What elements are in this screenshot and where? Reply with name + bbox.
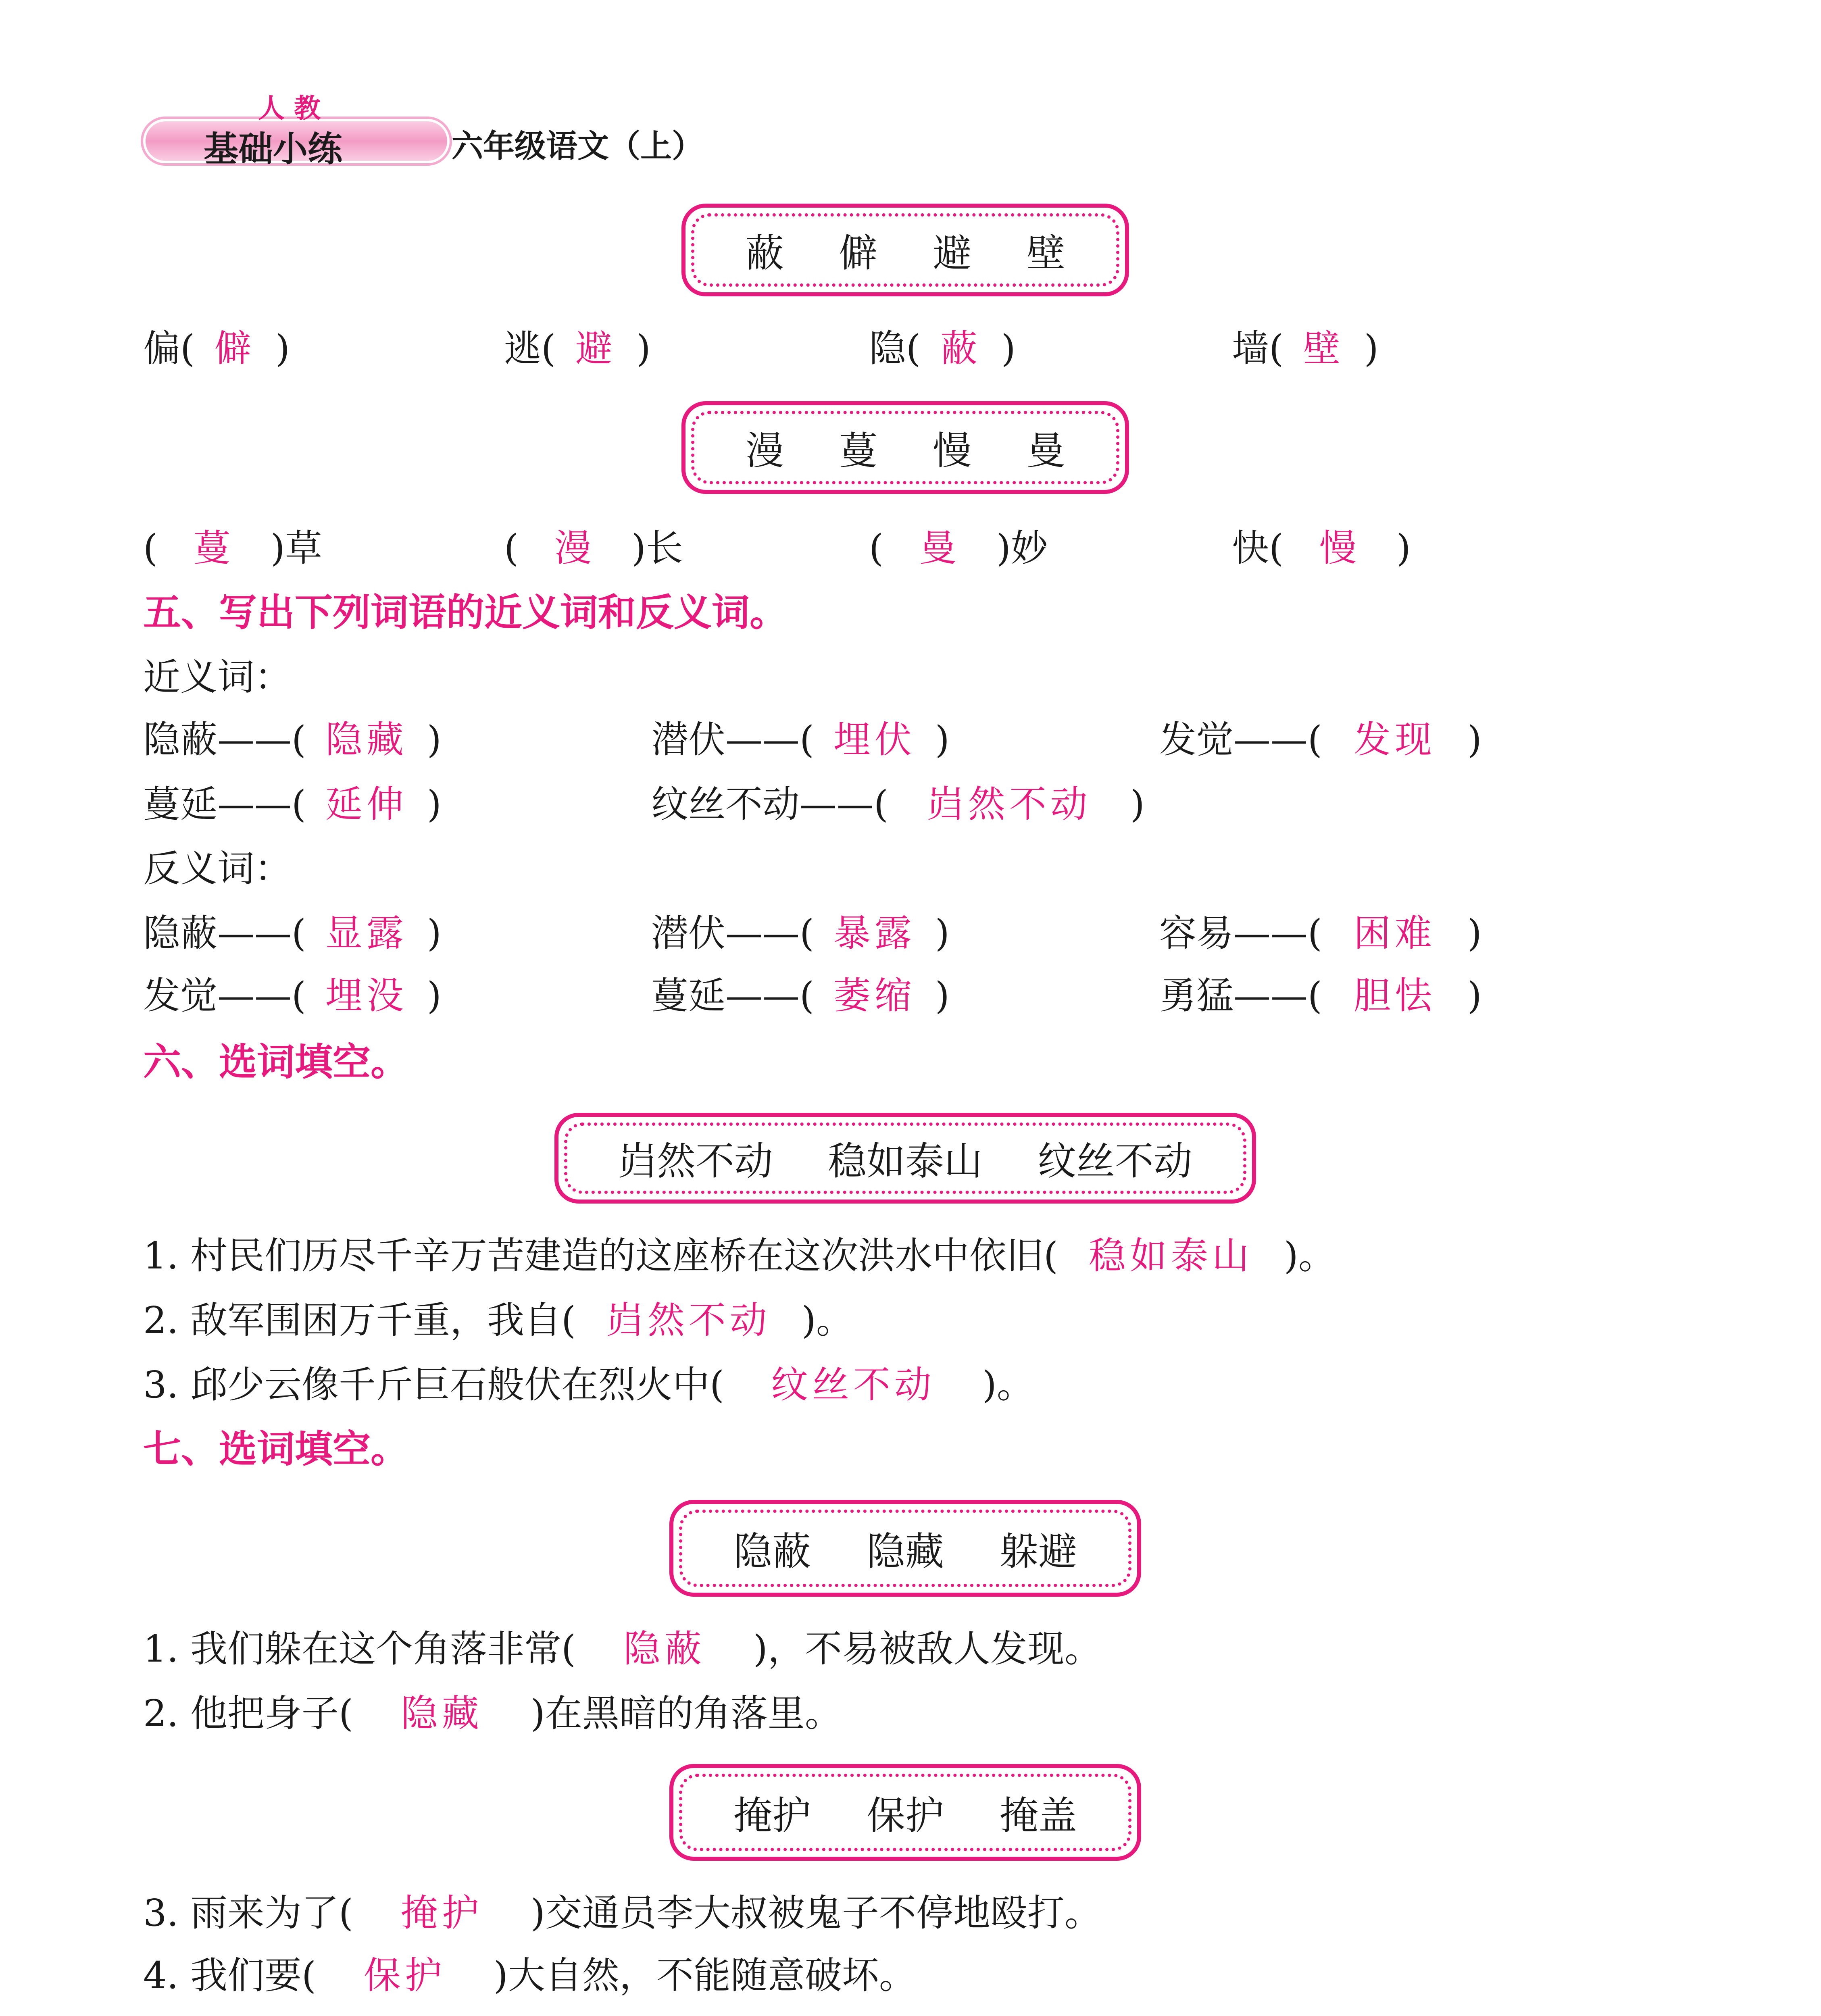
paren-close: )	[427, 718, 442, 761]
answer: 埋伏	[833, 718, 916, 761]
answer: 僻	[214, 327, 256, 370]
box-word: 掩盖	[1000, 1793, 1077, 1838]
sentence-7-2	[143, 1689, 842, 1738]
antonym-row-1	[143, 909, 1554, 958]
answer: 岿然不动	[927, 783, 1092, 826]
word: 潜伏——(	[651, 718, 814, 761]
answer: 避	[575, 327, 617, 370]
row-prefix: (	[504, 527, 519, 570]
box-word: 蔽	[745, 230, 784, 276]
word-box-2	[681, 401, 1129, 494]
paren-close: )	[935, 912, 950, 955]
fill-row-1	[143, 325, 1554, 373]
answer: 稳如泰山	[1088, 1234, 1253, 1277]
header-subject: 六年级语文（上）	[452, 128, 704, 165]
header-series: 基础小练	[204, 129, 342, 169]
sentence-end: )。	[801, 1299, 853, 1342]
paren-close: )	[427, 974, 442, 1017]
box-word: 隐蔽	[733, 1529, 811, 1574]
paren-close: )	[427, 912, 442, 955]
word: 发觉——(	[1159, 718, 1322, 761]
word: 蔓延——(	[651, 974, 814, 1017]
antonym-label: 反义词：	[143, 847, 292, 890]
paren-close: )	[427, 783, 442, 826]
section-6-title: 六、选词填空。	[143, 1040, 409, 1084]
word: 蔓延——(	[143, 783, 306, 826]
box-word: 稳如泰山	[828, 1139, 983, 1184]
answer: 埋没	[325, 974, 408, 1017]
header-publisher: 人 教	[258, 93, 321, 124]
answer: 隐蔽	[623, 1627, 706, 1670]
row-prefix: 隐(	[869, 327, 921, 370]
word-box-1	[681, 204, 1129, 296]
word: 潜伏——(	[651, 912, 814, 955]
answer: 发现	[1353, 718, 1436, 761]
answer: 困难	[1353, 912, 1436, 955]
row-prefix: 墙(	[1232, 327, 1283, 370]
word: 容易——(	[1159, 912, 1322, 955]
answer: 暴露	[833, 912, 916, 955]
sentence-text: 2. 敌军围困万千重，我自(	[143, 1299, 576, 1342]
sentence-end: )在黑暗的角落里。	[530, 1692, 842, 1735]
sentence-6-1	[143, 1232, 1336, 1280]
box-word: 僻	[839, 230, 878, 276]
sentence-end: )交通员李大叔被鬼子不停地殴打。	[530, 1891, 1102, 1935]
word: 纹丝不动——(	[651, 783, 888, 826]
box-word: 慢	[933, 428, 972, 473]
row-suffix: )	[1001, 327, 1016, 370]
sentence-text: 1. 村民们历尽千辛万苦建造的这座桥在这次洪水中依旧(	[143, 1234, 1058, 1277]
sentence-7-4	[143, 1951, 916, 2000]
synonym-label: 近义词：	[143, 656, 292, 699]
sentence-text: 1. 我们躲在这个角落非常(	[143, 1627, 576, 1670]
sentence-text: 3. 邱少云像千斤巨石般伏在烈火中(	[143, 1363, 724, 1406]
word-box-4	[669, 1500, 1141, 1597]
row-prefix: (	[869, 527, 883, 570]
sentence-6-2	[143, 1296, 853, 1345]
section-5-title: 五、写出下列词语的近义词和反义词。	[143, 591, 788, 635]
row-prefix: (	[143, 527, 158, 570]
row-suffix: )	[275, 327, 290, 370]
answer: 岿然不动	[606, 1299, 771, 1342]
sentence-text: 4. 我们要(	[143, 1954, 316, 1997]
box-word: 避	[933, 230, 972, 276]
word: 发觉——(	[143, 974, 306, 1017]
answer: 萎缩	[833, 974, 916, 1017]
paren-close: )	[1467, 974, 1482, 1017]
box-word: 隐藏	[867, 1529, 944, 1574]
word-box-3	[554, 1113, 1256, 1204]
row-suffix: )妙	[996, 527, 1048, 570]
row-suffix: )	[1396, 527, 1411, 570]
box-word: 躲避	[1000, 1529, 1077, 1574]
sentence-text: 2. 他把身子(	[143, 1692, 353, 1735]
answer: 漫	[554, 527, 596, 570]
sentence-7-1	[143, 1625, 1102, 1673]
word: 勇猛——(	[1159, 974, 1322, 1017]
section-7-title: 七、选词填空。	[143, 1427, 409, 1471]
box-word: 壁	[1026, 230, 1065, 276]
box-word: 蔓	[839, 428, 878, 473]
row-suffix: )草	[270, 527, 322, 570]
answer: 纹丝不动	[771, 1363, 936, 1406]
row-prefix: 偏(	[143, 327, 195, 370]
synonym-row-1	[143, 716, 1554, 764]
row-suffix: )	[636, 327, 651, 370]
word: 隐蔽——(	[143, 912, 306, 955]
answer: 隐藏	[400, 1692, 483, 1735]
sentence-end: )大自然，不能随意破坏。	[493, 1954, 916, 1997]
synonym-row-2	[143, 780, 1554, 829]
paren-close: )	[1467, 912, 1482, 955]
paren-close: )	[935, 718, 950, 761]
box-word: 纹丝不动	[1038, 1139, 1192, 1184]
row-prefix: 快(	[1232, 527, 1283, 570]
fill-row-2	[143, 524, 1554, 573]
sentence-end: )。	[982, 1363, 1034, 1406]
answer: 壁	[1303, 327, 1344, 370]
sentence-text: 3. 雨来为了(	[143, 1891, 353, 1935]
row-suffix: )	[1364, 327, 1379, 370]
answer: 蔓	[193, 527, 235, 570]
sentence-end: )。	[1283, 1234, 1336, 1277]
word-box-5	[669, 1764, 1141, 1861]
paren-close: )	[1467, 718, 1482, 761]
sentence-7-3	[143, 1889, 1102, 1937]
answer: 慢	[1319, 527, 1361, 570]
paren-close: )	[935, 974, 950, 1017]
row-prefix: 逃(	[504, 327, 556, 370]
box-word: 掩护	[733, 1793, 811, 1838]
word: 隐蔽——(	[143, 718, 306, 761]
answer: 掩护	[400, 1891, 483, 1935]
box-word: 岿然不动	[618, 1139, 773, 1184]
box-word: 保护	[867, 1793, 944, 1838]
box-word: 曼	[1026, 428, 1065, 473]
sentence-6-3	[143, 1361, 1034, 1409]
box-word: 漫	[745, 428, 784, 473]
answer: 曼	[919, 527, 961, 570]
paren-close: )	[1130, 783, 1145, 826]
answer: 显露	[325, 912, 408, 955]
answer: 保护	[363, 1954, 446, 1997]
antonym-row-2	[143, 972, 1554, 1020]
sentence-end: )，不易被敌人发现。	[753, 1627, 1102, 1670]
answer: 隐藏	[325, 718, 408, 761]
row-suffix: )长	[631, 527, 683, 570]
answer: 延伸	[325, 783, 408, 826]
answer: 蔽	[940, 327, 981, 370]
answer: 胆怯	[1353, 974, 1436, 1017]
